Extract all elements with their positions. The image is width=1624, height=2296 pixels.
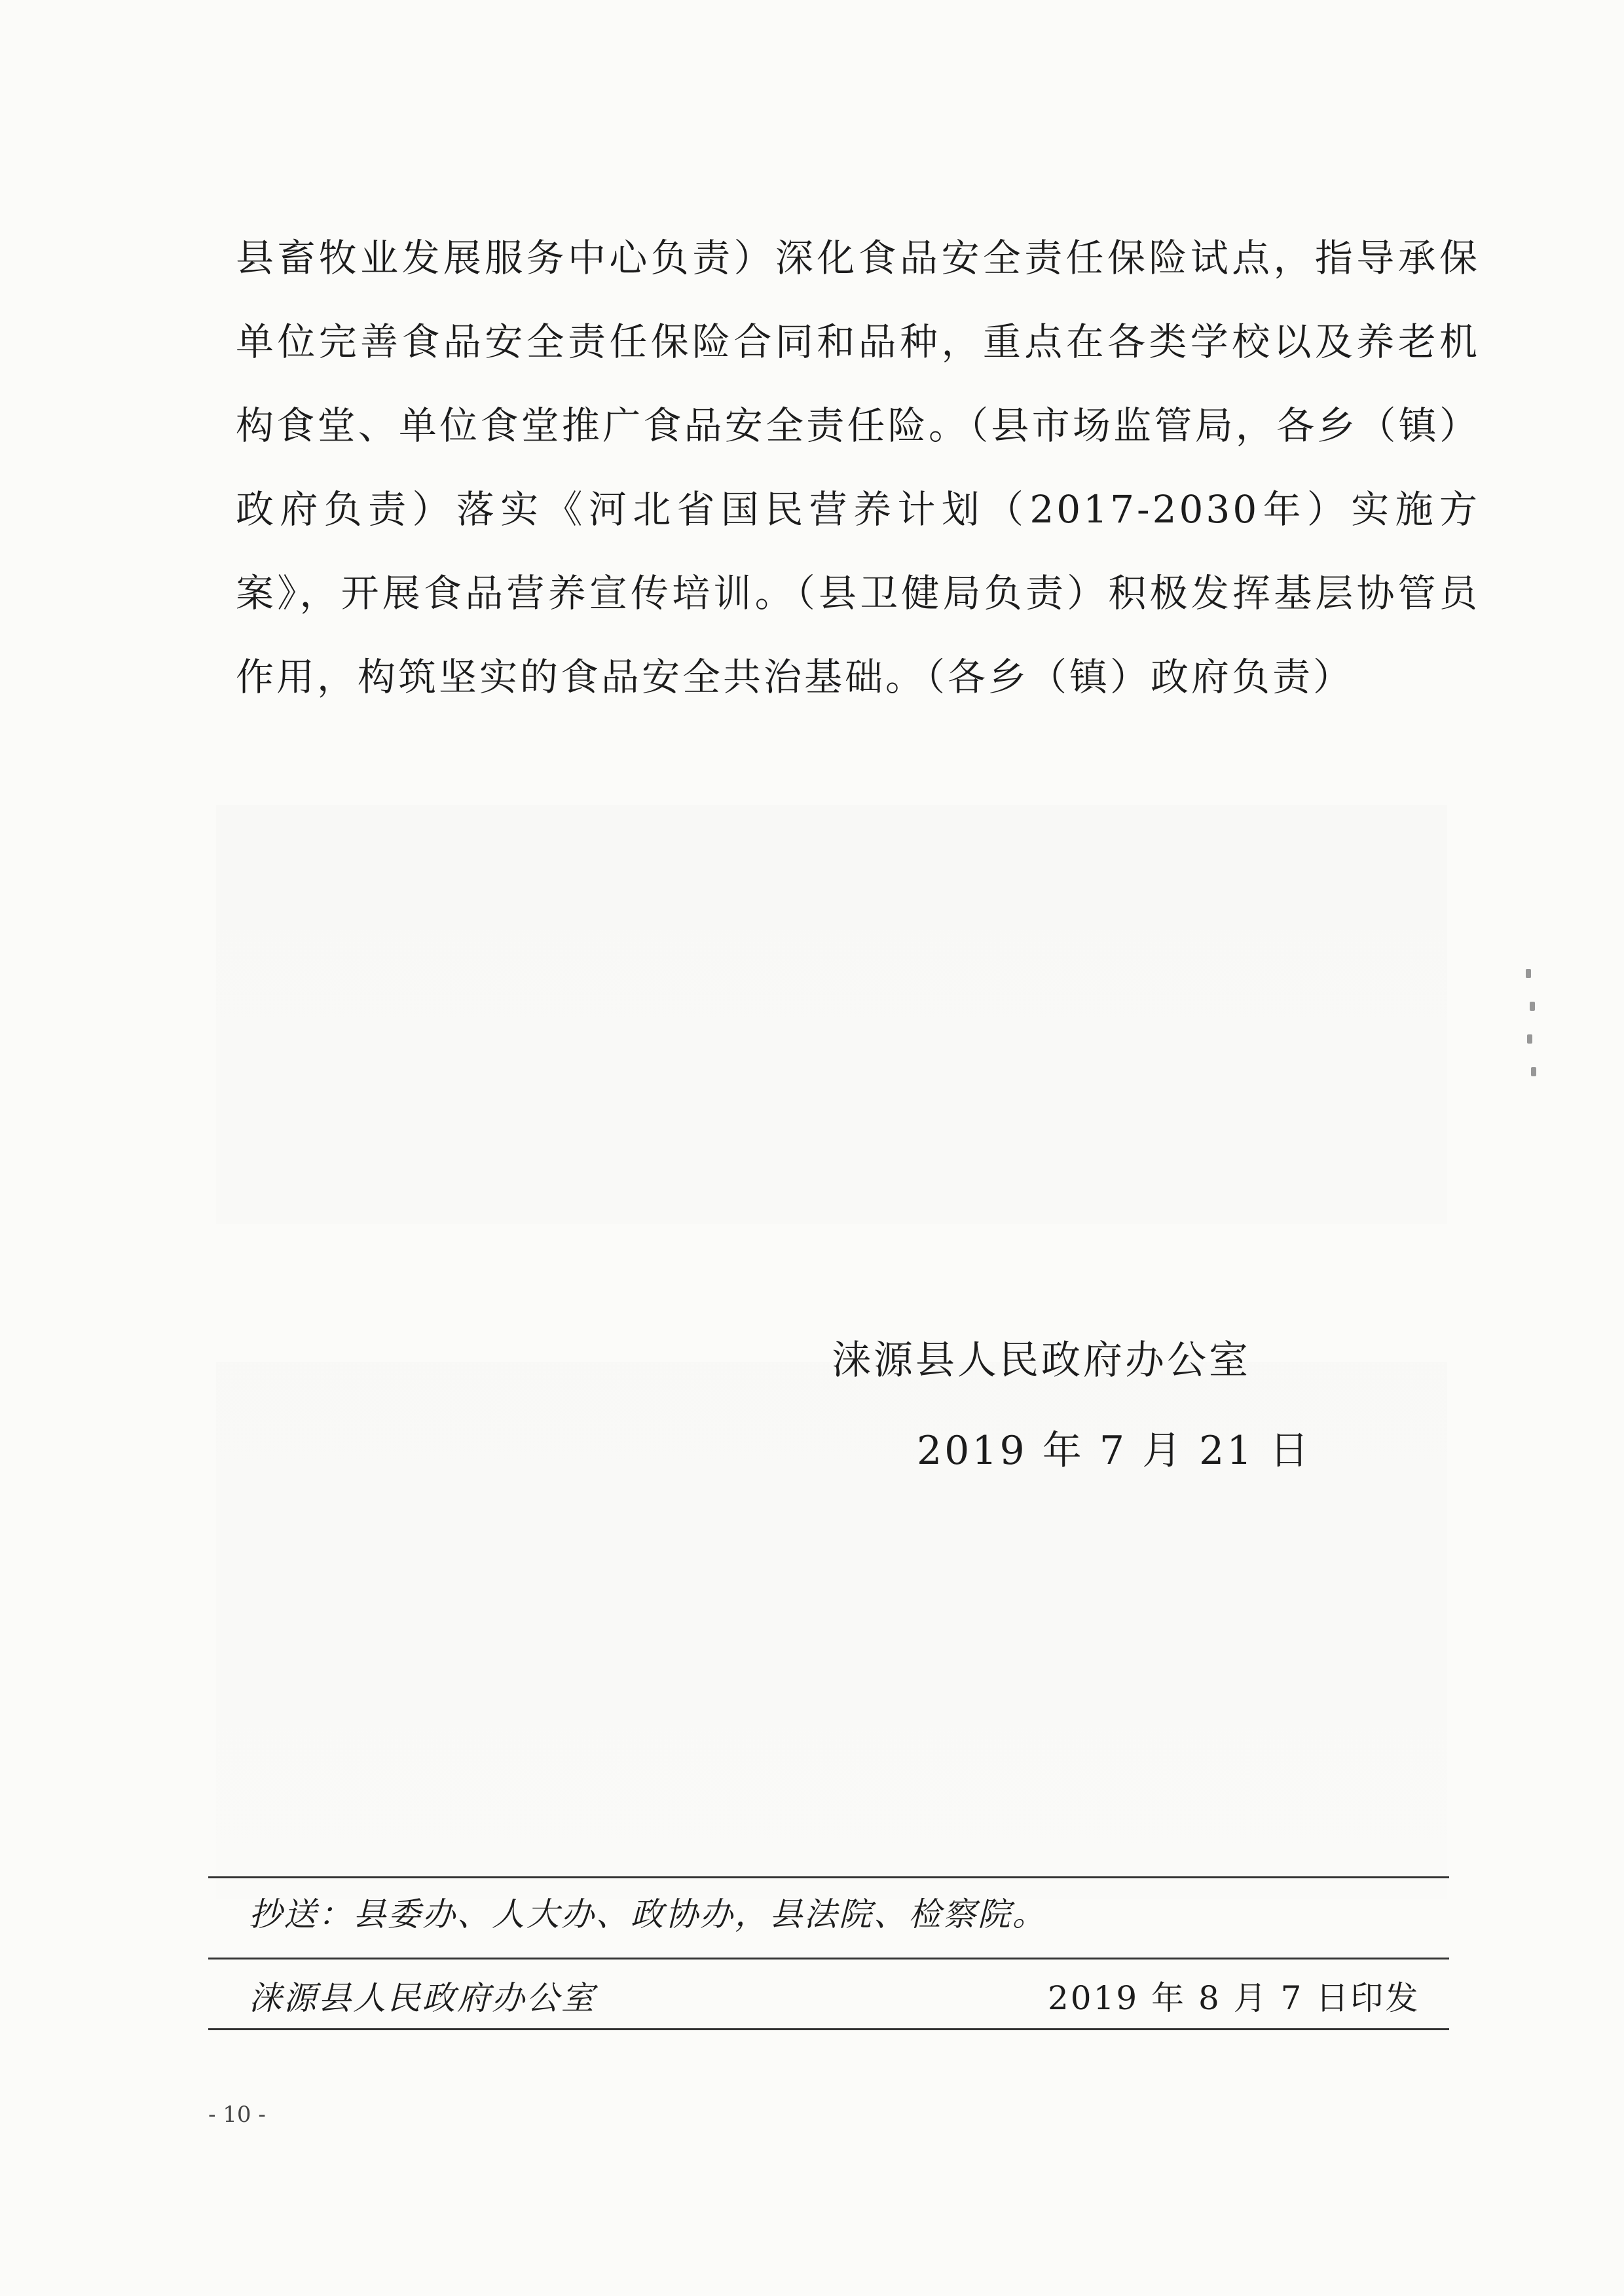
footer-rule-bottom <box>208 2028 1449 2030</box>
footer-issuer: 涞源县人民政府办公室 <box>249 1979 596 2017</box>
bleed-through-shadow <box>216 805 1447 1224</box>
signature-date: 2019 年 7 月 21 日 <box>917 1428 1312 1474</box>
body-paragraph <box>236 216 1480 719</box>
footer-rule-middle <box>208 1958 1449 1959</box>
scan-speck <box>1531 1067 1536 1076</box>
page-number: - 10 - <box>208 2102 266 2128</box>
scan-speck <box>1526 969 1531 978</box>
footer-issue-date: 2019 年 8 月 7 日印发 <box>1048 1979 1420 2017</box>
scan-speck <box>1527 1034 1532 1044</box>
scan-speck <box>1530 1002 1535 1011</box>
body-paragraph-text: 县畜牧业发展服务中心负责）深化食品安全责任保险试点，指导承保单位完善食品安全责任保险合同和品种，重点在各类学校以及养老机构食堂、单位食堂推广食品安全责任险。（县市场监管局，各乡（镇）政府负责）落实《河北省国民营养计划（2017-2030年）实施方案》，开展食品营养宣传培训。（县卫健局负责）积极发挥基层协管员作用，构筑坚实的食品安全共治基础。（各乡（镇）政府负责） <box>236 236 1480 699</box>
signature-organization: 涞源县人民政府办公室 <box>832 1338 1251 1383</box>
footer-rule-top <box>208 1876 1449 1878</box>
cc-distribution-line: 抄送：县委办、人大办、政协办，县法院、检察院。 <box>249 1895 1047 1933</box>
